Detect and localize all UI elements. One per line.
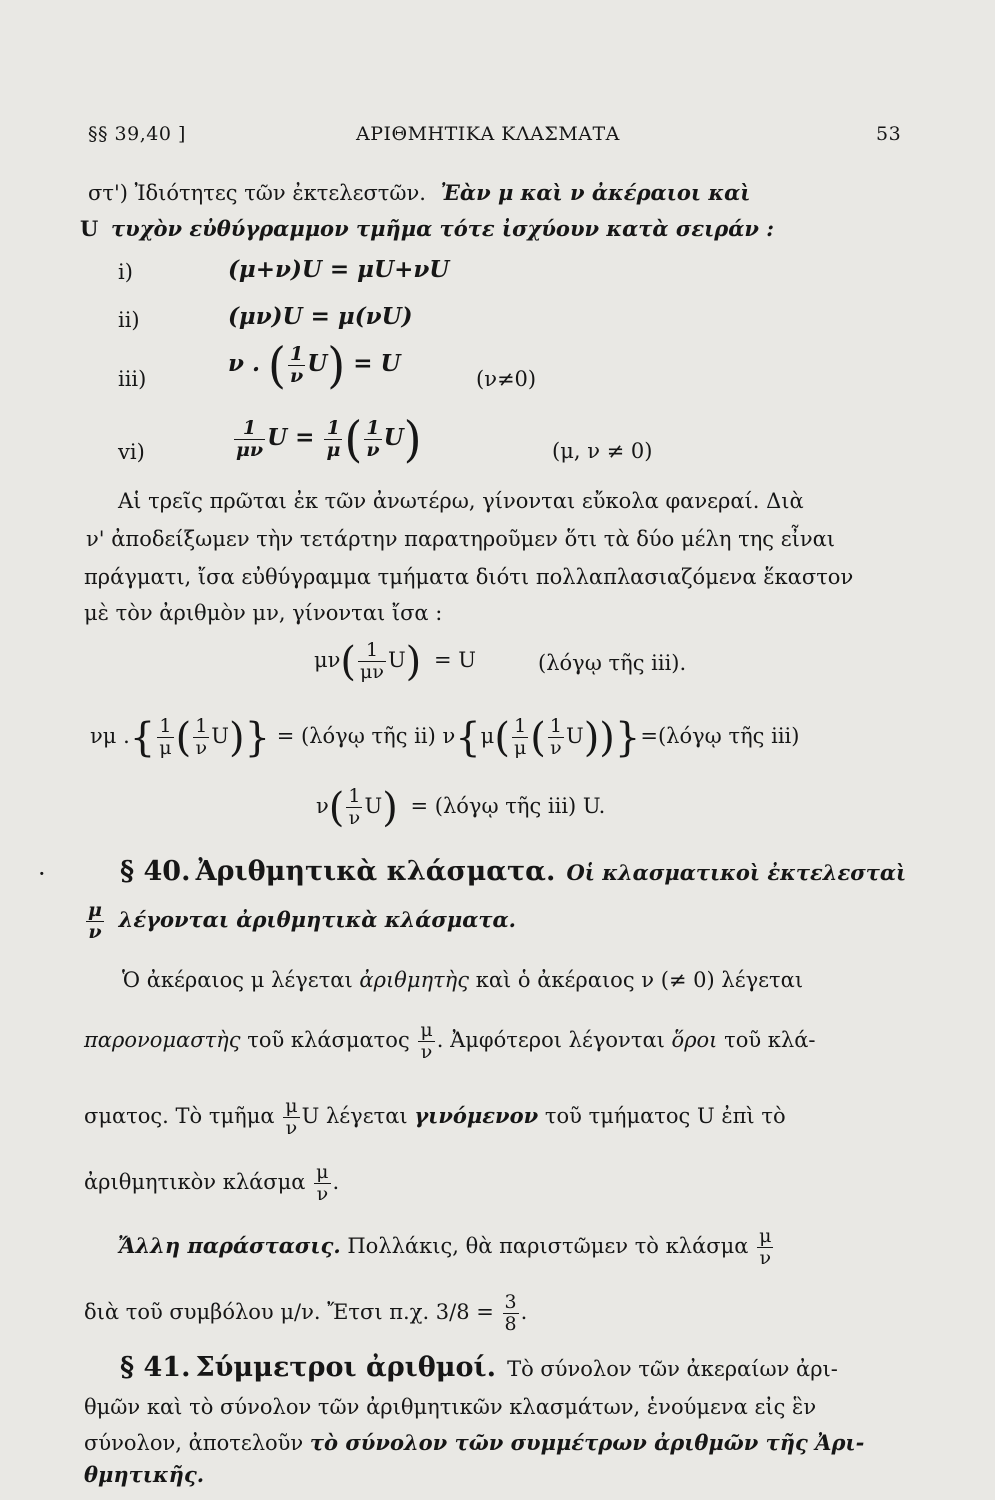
section-40-line-2: $\frac{\mu}{\nu}$ λέγονται ἀριθμητικὰ κλάσματα.: [88, 899, 516, 943]
properties-line-2-text: τυχὸν εὐθύγραμμον τμῆμα τότε ἰσχύουν κατὰ σειράν :: [111, 216, 775, 241]
fraction: $\frac{1}{\nu}$: [195, 715, 208, 759]
fraction: $\frac{1}{\mu}$: [159, 715, 172, 759]
section-40-heading: [120, 856, 906, 887]
item-number-iii: iii): [118, 367, 147, 391]
section-41-line-4: θμητικῆς.: [84, 1462, 205, 1487]
formula-vi: $\frac{1}{\mu\nu}$ U = $\frac{1}{\mu}$ ( $\frac{1}{\nu}$ U): [236, 410, 422, 468]
section-41-title: Σύμμετροι ἀριθμοί.: [195, 1352, 496, 1383]
section-40-para-line-5: Ἄλλη παράστασις. Πολλάκις, θὰ παριστῶμεν τὸ κλάσμα $\frac{\mu}{\nu}$: [118, 1225, 772, 1269]
paragraph-line: μὲ τὸν ἀριθμὸν μν, γίνονται ἴσα :: [84, 601, 443, 625]
section-40-para-line-6: διὰ τοῦ συμβόλου μ/ν. Ἔτσι π.χ. 3/8 = $\frac{3}{8}$ .: [84, 1291, 528, 1335]
section-40-para-line-3: σματος. Τὸ τμῆμα $\frac{\mu}{\nu}$ U λέγεται γινόμενον τοῦ τμήματος U ἐπὶ τὸ: [84, 1095, 786, 1139]
margin-dot: ·: [38, 860, 46, 888]
properties-lead: [88, 178, 750, 208]
paragraph-line: Αἱ τρεῖς πρῶται ἐκ τῶν ἀνωτέρω, γίνονται εὔκολα φανεραί. Διὰ: [118, 489, 804, 513]
fraction: $\frac{\mu}{\nu}$: [285, 1095, 298, 1139]
formula-iii-pre: ν .: [228, 350, 260, 377]
running-title: ΑΡΙΘΜΗΤΙΚΑ ΚΛΑΣΜΑΤΑ: [356, 123, 620, 145]
fraction: $\frac{3}{8}$: [504, 1291, 517, 1335]
section-40-lead: Οἱ κλασματικοὶ ἐκτελεσταὶ: [566, 860, 907, 885]
page-number: 53: [876, 123, 902, 145]
header-section-ref: §§ 39,40 ]: [88, 123, 186, 145]
fraction: $\frac{1}{\nu}$: [366, 416, 380, 461]
section-40-title: Ἀριθμητικὰ κλάσματα.: [195, 856, 556, 887]
fraction: $\frac{1}{\mu}$: [326, 416, 341, 461]
left-paren: (: [344, 410, 363, 468]
item-number-i: i): [118, 260, 133, 284]
segment-U: U: [80, 216, 99, 241]
fraction: $\frac{1}{\mu\nu}$: [236, 416, 264, 461]
item-number-ii: ii): [118, 308, 140, 332]
formula-ii: (μν)U = μ(νU): [228, 303, 413, 330]
section-41-line-2: θμῶν καὶ τὸ σύνολον τῶν ἀριθμητικῶν κλασμάτων, ἑνούμενα εἰς ἓν: [84, 1395, 817, 1419]
section-41-lead: Τὸ σύνολον τῶν ἀκεραίων ἀρι-: [507, 1357, 838, 1381]
properties-lead-text: Ἐὰν μ καὶ ν ἀκέραιοι καὶ: [440, 180, 751, 205]
properties-heading: στ') Ἰδιότητες τῶν ἐκτελεστῶν.: [88, 181, 426, 205]
section-40-para-line-4: ἀριθμητικὸν κλάσμα $\frac{\mu}{\nu}$ .: [84, 1161, 340, 1205]
section-40-number: § 40.: [120, 856, 191, 887]
formula-i: (μ+ν)U = μU+νU: [228, 256, 450, 283]
left-paren: (: [268, 336, 286, 394]
properties-line-2: [80, 214, 774, 244]
right-paren: ): [403, 410, 422, 468]
condition-vi: (μ, ν ≠ 0): [552, 439, 653, 463]
fraction: $\frac{1}{\nu}$: [549, 715, 562, 759]
paragraph-line: ν' ἀποδείξωμεν τὴν τετάρτην παρατηροῦμεν ὅτι τὰ δύο μέλη της εἶναι: [86, 527, 836, 551]
fraction: $\frac{\mu}{\nu}$: [316, 1161, 329, 1205]
section-41-number: § 41.: [120, 1352, 191, 1383]
paragraph-line: πράγματι, ἴσα εὐθύγραμμα τμήματα διότι πολλαπλασιαζόμενα ἕκαστον: [84, 565, 854, 589]
fraction: $\frac{\mu}{\nu}$: [420, 1019, 433, 1063]
section-41-line-3: σύνολον, ἀποτελοῦν τὸ σύνολον τῶν συμμέτρων ἀριθμῶν τῆς Ἀρι-: [84, 1430, 865, 1455]
equation-3: ν( $\frac{1}{\nu}$ U) = (λόγῳ τῆς iii) U.: [316, 784, 606, 831]
section-41-heading: [120, 1352, 838, 1384]
condition-iii: (ν≠0): [476, 367, 537, 391]
fraction: $\frac{1}{\mu\nu}$: [360, 639, 384, 683]
equation-1-note: (λόγῳ τῆς iii).: [538, 651, 687, 675]
fraction: $\frac{1}{\mu}$: [513, 715, 527, 759]
fraction: $\frac{\mu}{\nu}$: [759, 1225, 772, 1269]
fraction: $\frac{\mu}{\nu}$: [88, 899, 102, 943]
section-40-para-line-2: παρονομαστὴς τοῦ κλάσματος $\frac{\mu}{\nu}$ . Ἀμφότεροι λέγονται ὅροι τοῦ κλά-: [84, 1019, 816, 1063]
equation-2: νμ .{ $\frac{1}{\mu}$ ( $\frac{1}{\nu}$ U)} = (λόγῳ τῆς ii) ν{μ( $\frac{1}{\mu}$ ( $\frac{1}{\nu}$ U))}=(λόγῳ τῆς iii): [90, 714, 800, 761]
formula-iii: ν . ( $\frac{1}{\nu}$ U) = U: [228, 336, 401, 394]
fraction: $\frac{1}{\nu}$: [348, 785, 361, 829]
item-number-vi: vi): [118, 440, 145, 464]
right-paren: ): [327, 336, 346, 394]
section-40-para-line-1: Ὁ ἀκέραιος μ λέγεται ἀριθμητὴς καὶ ὁ ἀκέραιος ν (≠ 0) λέγεται: [122, 968, 804, 992]
equation-1: μν( $\frac{1}{\mu\nu}$ U) = U: [314, 638, 476, 685]
fraction: $\frac{1}{\nu}$: [289, 342, 304, 387]
